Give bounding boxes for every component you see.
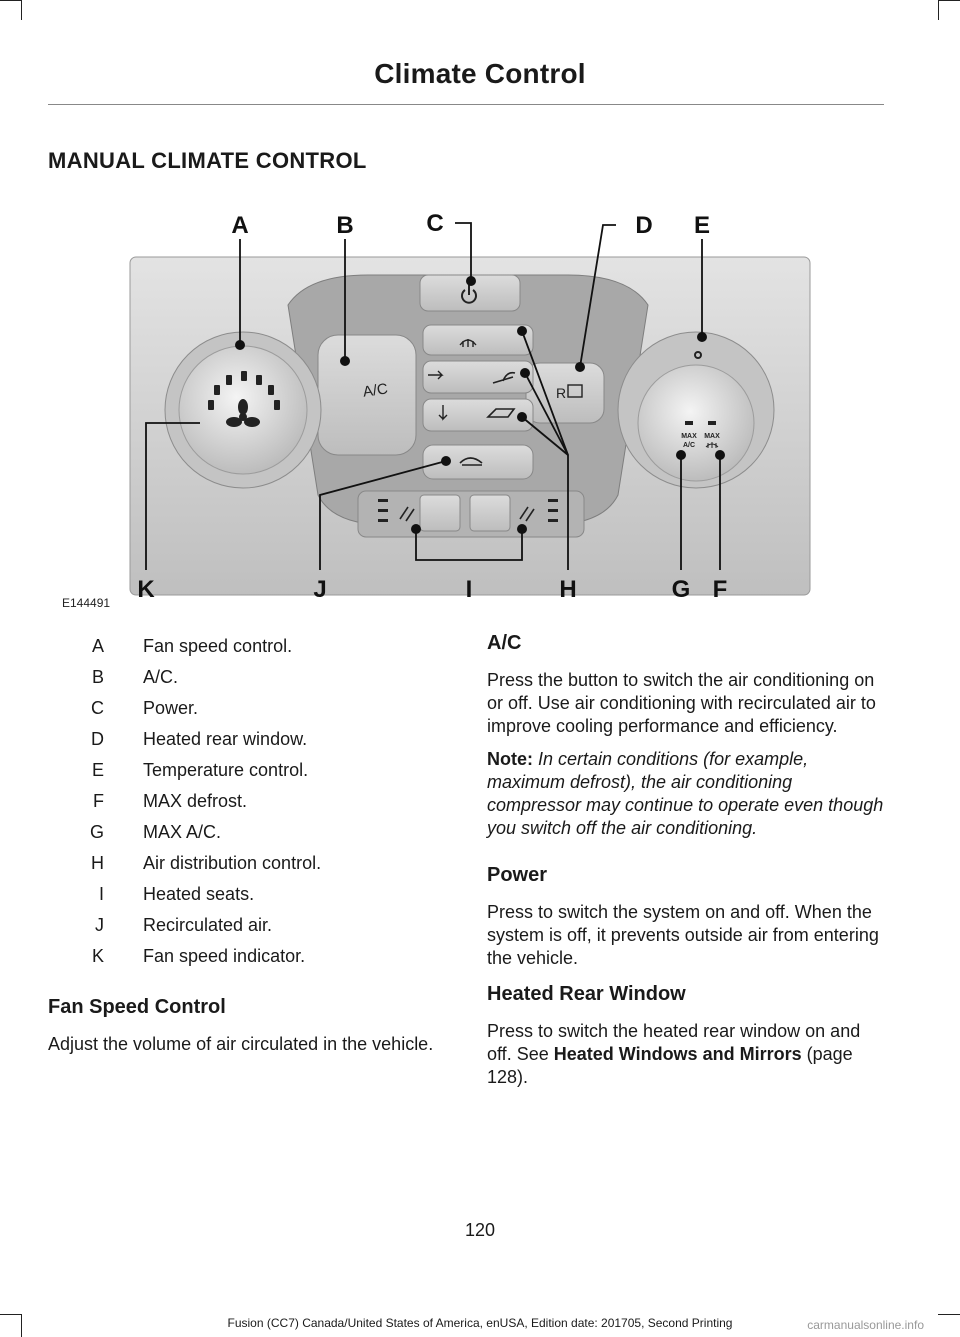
watermark: carmanualsonline.info <box>807 1318 924 1332</box>
legend-list <box>48 636 448 977</box>
crop-mark <box>0 1314 22 1315</box>
page-header-title: Climate Control <box>374 58 586 89</box>
legend-text: Heated seats. <box>143 884 255 904</box>
fan-speed-heading: Fan Speed Control <box>48 996 226 1018</box>
crop-mark <box>938 0 939 20</box>
max-label: MAX <box>704 433 720 440</box>
callout-f: F <box>712 576 728 603</box>
callout-b: B <box>336 212 354 239</box>
callout-g: G <box>671 576 691 603</box>
ac-note <box>487 748 887 840</box>
crop-mark <box>0 0 22 1</box>
climate-control-figure <box>48 195 884 615</box>
section-title: MANUAL CLIMATE CONTROL <box>48 148 367 173</box>
legend-item <box>48 636 448 667</box>
legend-item <box>48 667 448 698</box>
ac-button-label: A/C <box>361 380 389 401</box>
page-number: 120 <box>464 1220 496 1240</box>
legend-key: G <box>89 822 104 842</box>
legend-item <box>48 915 448 946</box>
callout-e: E <box>693 212 711 239</box>
heated-windows-link[interactable]: Heated Windows and Mirrors <box>553 1044 802 1064</box>
callout-i: I <box>465 576 473 603</box>
legend-key: C <box>91 698 104 718</box>
legend-text: Air distribution control. <box>143 853 322 873</box>
legend-text: Heated rear window. <box>143 729 308 749</box>
callout-j: J <box>313 576 327 603</box>
legend-key: B <box>91 667 104 687</box>
ac-heading: A/C <box>487 632 522 654</box>
fan-speed-section <box>48 996 448 1056</box>
callout-k: K <box>137 576 155 603</box>
edition-info: Fusion (CC7) Canada/United States of America, enUSA, Edition date: 201705, Second Printing <box>227 1316 733 1330</box>
crop-mark <box>21 0 22 20</box>
heated-rear-heading: Heated Rear Window <box>487 983 686 1005</box>
max-ac-label: A/C <box>682 442 696 449</box>
callout-d: D <box>635 212 653 239</box>
crop-mark <box>938 1314 960 1315</box>
legend-item <box>48 760 448 791</box>
ac-body: Press the button to switch the air conditioning on or off. Use air conditioning with recirculated air to improve cooling performance and efficiency. <box>487 670 876 736</box>
max-label: MAX <box>681 433 697 440</box>
legend-text: Power. <box>143 698 199 718</box>
legend-text: Recirculated air. <box>143 915 273 935</box>
note-text: In certain conditions (for example, maximum defrost), the air conditioning compressor may continue to operate even though you switch off the air conditioning. <box>487 749 884 838</box>
legend-key: F <box>93 791 104 811</box>
distribution-button-shape <box>423 325 533 355</box>
legend-text: Temperature control. <box>143 760 309 780</box>
legend-item <box>48 946 448 977</box>
power-body: Press to switch the system on and off. When the system is off, it prevents outside air from entering the vehicle. <box>487 902 879 968</box>
legend-key: I <box>98 884 104 904</box>
heated-rear-body <box>487 1020 887 1089</box>
rear-defrost-r-label: R <box>556 385 567 401</box>
fan-speed-body: Adjust the volume of air circulated in the vehicle. <box>48 1034 434 1054</box>
legend-item <box>48 853 448 884</box>
legend-text: MAX defrost. <box>143 791 248 811</box>
legend-key: J <box>95 915 104 935</box>
heated-rear-section <box>487 983 887 1089</box>
legend-text: Fan speed indicator. <box>143 946 306 966</box>
legend-key: K <box>91 946 104 966</box>
legend-item <box>48 698 448 729</box>
legend-key: D <box>91 729 104 749</box>
legend-key: H <box>91 853 104 873</box>
legend-key: E <box>91 760 104 780</box>
ac-section <box>487 632 887 840</box>
legend-item <box>48 729 448 760</box>
callout-c: C <box>426 210 444 237</box>
note-label: Note: <box>487 749 533 769</box>
heated-rear-page-ref: (page 128). <box>487 1044 853 1087</box>
legend-key: A <box>91 636 104 656</box>
callout-a: A <box>231 212 249 239</box>
legend-text: MAX A/C. <box>143 822 222 842</box>
legend-item <box>48 884 448 915</box>
image-code: E144491 <box>62 596 111 610</box>
crop-mark <box>938 0 960 1</box>
legend-item <box>48 791 448 822</box>
heated-rear-body-text: Press to switch the heated rear window on and off. See <box>487 1021 861 1064</box>
power-heading: Power <box>487 864 548 886</box>
callout-h: H <box>559 576 577 603</box>
legend-text: Fan speed control. <box>143 636 293 656</box>
legend-text: A/C. <box>143 667 179 687</box>
power-section <box>487 864 887 970</box>
header-rule <box>48 104 884 105</box>
legend-item <box>48 822 448 853</box>
